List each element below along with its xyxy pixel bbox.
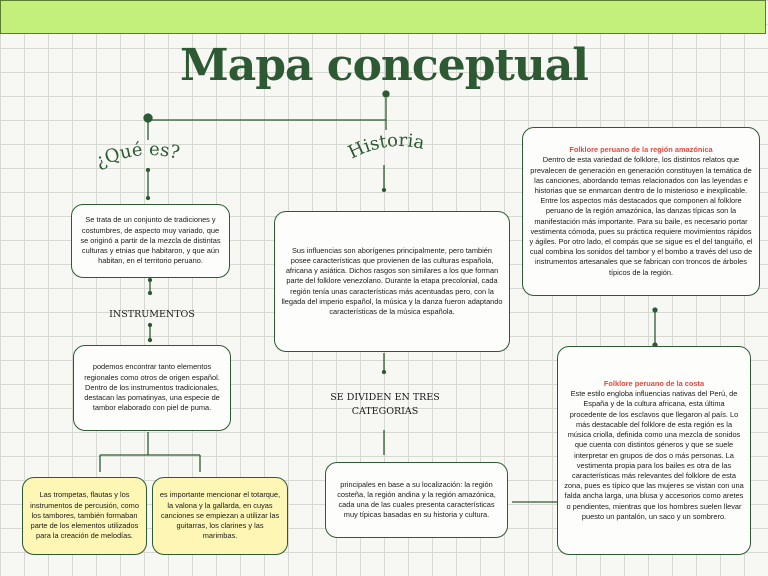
branch-que-es-label: ¿Qué es? — [91, 138, 182, 173]
categorias-text: principales en base a su localización: la región costeña, la región andina y la región amazónica, cada una de las cuales presenta características muy típicas basadas en su historia y cultura. — [337, 479, 496, 520]
page-title: Mapa conceptual — [179, 40, 589, 91]
costa-text: Este estilo engloba influencias nativas del Perú, de España y de la cultura africana, esta última procedente de los esclavos que llegaron al país. Lo más destacable del folklore de esta región es la música criolla, definida como una mezcla de sonidos que cuenta con distintos géneros y que se suele interpretar en grupos de dos o más personas. La vestimenta propia para los bailes es otra de las características más relevantes del folklore de esta zona, pues es típico que las mujeres se vistan con una falda ancha larga, una blusa y accesorios como aretes o pendientes, mientras que los hombres suelen llevar puesto un pantalón, un saco y un sombrero. — [564, 389, 744, 521]
svg-text:Historia — [345, 130, 427, 163]
instrumentos-right-text: es importante mencionar el totarque, la valona y la gallarda, en cuyas canciones se empiezan a utilizar las guitarras, los clarines y las marimbas. — [159, 490, 281, 541]
historia-text: Sus influencias son aborígenes principalmente, pero también posee características que provienen de las culturas española, africana y asiática. Dichos rasgos son similares a los que forman parte del folklore venezolano. Durante la etapa precolonial, cada región tenía unas características más acentuadas pero, con la llegada del imperio español, la música y la danza fueron adaptando características de la música española. — [281, 245, 503, 316]
instrumentos-left-box — [22, 477, 147, 555]
amazonica-title: Folklore peruano de la región amazónica — [569, 145, 713, 155]
categorias-label: SE DIVIDEN EN TRES CATEGORIAS — [330, 392, 440, 417]
branch-que-es — [90, 135, 210, 175]
instrumentos-label: INSTRUMENTOS — [109, 309, 195, 320]
svg-text:¿Qué es? — [92, 139, 182, 173]
instrumentos-left-text: Las trompetas, flautas y los instrumentos de percusión, como los tambores, también formaban parte de los elementos utilizados para la creación de melodías. — [30, 490, 139, 541]
amazonica-box — [522, 127, 760, 296]
categorias-box — [325, 462, 508, 538]
definition-box — [71, 204, 230, 278]
connector-dot-top — [383, 91, 389, 97]
branch-historia — [345, 125, 445, 167]
definition-text: Se trata de un conjunto de tradiciones y costumbres, de aspecto muy variado, que se originó a partir de la mezcla de distintas culturas y etnias que habitaron, y que aún habitan, en el territorio peruano. — [80, 215, 221, 266]
costa-box — [557, 346, 751, 555]
costa-title: Folklore peruano de la costa — [603, 379, 705, 389]
amazonica-text: Dentro de esta variedad de folklore, los distintos relatos que prevalecen de generación en generación constituyen la temática de las canciones, abordando temas relacionados con las leyendas e historias que se enmarcan dentro de lo misterioso e inexplicable. Entre los aspectos más destacados que componen al folklore peruano de la región amazónica, las danzas típicas son la manifestación más importante. Para su baile, es necesario portar vestimenta cómoda, pues su práctica requiere movimientos rápidos y ágiles. Por otro lado, el compás que se sigue es el del tanguiño, el cual combina los sonidos del tambor y el bombo a través del uso de instrumentos artesanales que se fabrican con troncos de árboles típicos de la región. — [529, 155, 753, 277]
instrumentos-intro-text: podemos encontrar tanto elementos regionales como otros de origen español. Dentro de los instrumentos tradicionales, destacan las pomatinyas, una especie de tambor elaborado con piel de puma. — [84, 362, 220, 413]
branch-historia-label: Historia — [345, 130, 427, 164]
historia-box — [274, 211, 510, 352]
instrumentos-right-box — [152, 477, 288, 555]
instrumentos-intro-box — [73, 345, 231, 431]
